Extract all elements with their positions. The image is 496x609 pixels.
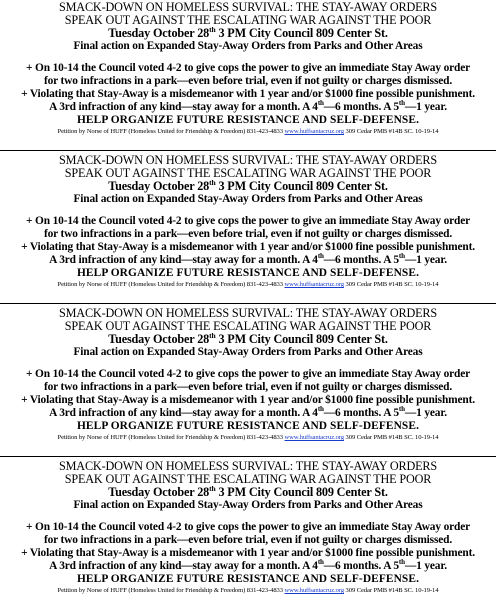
penalty-line — [0, 558, 496, 572]
credit-line — [0, 588, 496, 595]
penalty-text-2: —6 months. A 5 — [323, 407, 399, 419]
date-text: Tuesday October 28 — [108, 26, 210, 40]
date-location: 3 PM City Council 809 Center St. — [215, 26, 388, 40]
bullet-2-line-a: + Violating that Stay-Away is a misdemeanor with 1 year and/or $1000 fine possible punishment. — [21, 394, 475, 406]
final-action-line: Final action on Expanded Stay-Away Orders from Parks and Other Areas — [73, 40, 423, 52]
bullet-1-line-a: + On 10-14 the Council voted 4-2 to give cops the power to give an immediate Stay Away order — [25, 215, 471, 227]
penalty-line — [0, 252, 496, 266]
flyer-title-line-2: SPEAK OUT AGAINST THE ESCALATING WAR AGAINST THE POOR — [64, 166, 432, 180]
final-action-line: Final action on Expanded Stay-Away Orders from Parks and Other Areas — [73, 346, 423, 358]
penalty-suffix-1: th — [317, 99, 324, 108]
date-text: Tuesday October 28 — [108, 179, 210, 193]
penalty-line — [0, 405, 496, 419]
organize-line: HELP ORGANIZE FUTURE RESISTANCE AND SELF-DEFENSE. — [76, 114, 420, 126]
flyer-date-line — [0, 177, 496, 193]
bullet-1-line-b: for two infractions in a park—even before trial, even if not guilty or charges dismissed. — [43, 75, 453, 87]
organize-line: HELP ORGANIZE FUTURE RESISTANCE AND SELF-DEFENSE. — [76, 267, 420, 279]
penalty-text-3: —1 year. — [404, 101, 447, 113]
credit-line — [0, 129, 496, 136]
penalty-suffix-1: th — [317, 558, 324, 567]
penalty-suffix-2: th — [398, 99, 405, 108]
flyer-4 — [0, 459, 496, 609]
penalty-text-2: —6 months. A 5 — [323, 560, 399, 572]
bullet-2-line-a: + Violating that Stay-Away is a misdemeanor with 1 year and/or $1000 fine possible punishment. — [21, 241, 475, 253]
penalty-suffix-2: th — [398, 252, 405, 261]
credit-line — [0, 435, 496, 442]
bullet-1-line-b: for two infractions in a park—even before trial, even if not guilty or charges dismissed. — [43, 381, 453, 393]
credit-text: Petition by Norse of HUFF (Homeless United for Friendship & Freedom) 831-423-4833 — [57, 128, 285, 135]
date-suffix: th — [209, 177, 216, 187]
flyer-1 — [0, 0, 496, 150]
date-suffix: th — [209, 330, 216, 340]
penalty-text-3: —1 year. — [404, 407, 447, 419]
date-location: 3 PM City Council 809 Center St. — [215, 179, 388, 193]
credit-address: 309 Cedar PMB #14B SC. 10-19-14 — [344, 281, 439, 288]
flyer-title-line-2: SPEAK OUT AGAINST THE ESCALATING WAR AGAINST THE POOR — [64, 13, 432, 27]
flyer-date-line — [0, 483, 496, 499]
penalty-suffix-2: th — [398, 558, 405, 567]
date-suffix: th — [209, 483, 216, 493]
flyer-date-line — [0, 330, 496, 346]
credit-address: 309 Cedar PMB #14B SC. 10-19-14 — [344, 434, 439, 441]
date-location: 3 PM City Council 809 Center St. — [215, 332, 388, 346]
organize-line: HELP ORGANIZE FUTURE RESISTANCE AND SELF-DEFENSE. — [76, 420, 420, 432]
penalty-text-1: A 3rd infraction of any kind—stay away for a month. A 4 — [49, 101, 318, 113]
final-action-line: Final action on Expanded Stay-Away Orders from Parks and Other Areas — [73, 193, 423, 205]
penalty-suffix-1: th — [317, 405, 324, 414]
bullet-1-line-a: + On 10-14 the Council voted 4-2 to give cops the power to give an immediate Stay Away order — [25, 368, 471, 380]
credit-text: Petition by Norse of HUFF (Homeless United for Friendship & Freedom) 831-423-4833 — [57, 434, 285, 441]
penalty-text-3: —1 year. — [404, 254, 447, 266]
cut-divider — [0, 303, 496, 304]
penalty-suffix-1: th — [317, 252, 324, 261]
date-text: Tuesday October 28 — [108, 485, 210, 499]
website-link[interactable]: www.huffsantacruz.org — [284, 587, 344, 594]
final-action-line: Final action on Expanded Stay-Away Orders from Parks and Other Areas — [73, 499, 423, 511]
bullet-1-line-a: + On 10-14 the Council voted 4-2 to give cops the power to give an immediate Stay Away order — [25, 62, 471, 74]
cut-divider — [0, 150, 496, 151]
bullet-1-line-a: + On 10-14 the Council voted 4-2 to give cops the power to give an immediate Stay Away order — [25, 521, 471, 533]
website-link[interactable]: www.huffsantacruz.org — [284, 434, 344, 441]
bullet-2-line-a: + Violating that Stay-Away is a misdemeanor with 1 year and/or $1000 fine possible punishment. — [21, 547, 475, 559]
flyer-title-line-2: SPEAK OUT AGAINST THE ESCALATING WAR AGAINST THE POOR — [64, 472, 432, 486]
credit-address: 309 Cedar PMB #14B SC. 10-19-14 — [344, 128, 439, 135]
organize-line: HELP ORGANIZE FUTURE RESISTANCE AND SELF-DEFENSE. — [76, 573, 420, 585]
bullet-1-line-b: for two infractions in a park—even before trial, even if not guilty or charges dismissed. — [43, 228, 453, 240]
credit-line — [0, 282, 496, 289]
website-link[interactable]: www.huffsantacruz.org — [284, 128, 344, 135]
credit-text: Petition by Norse of HUFF (Homeless United for Friendship & Freedom) 831-423-4833 — [57, 587, 285, 594]
flyer-title-line-1: SMACK-DOWN ON HOMELESS SURVIVAL: THE STAY-AWAY ORDERS — [58, 306, 438, 320]
flyer-title-line-2: SPEAK OUT AGAINST THE ESCALATING WAR AGAINST THE POOR — [64, 319, 432, 333]
website-link[interactable]: www.huffsantacruz.org — [284, 281, 344, 288]
flyer-3 — [0, 306, 496, 456]
credit-address: 309 Cedar PMB #14B SC. 10-19-14 — [344, 587, 439, 594]
bullet-2-line-a: + Violating that Stay-Away is a misdemeanor with 1 year and/or $1000 fine possible punishment. — [21, 88, 475, 100]
penalty-text-2: —6 months. A 5 — [323, 254, 399, 266]
flyer-title-line-1: SMACK-DOWN ON HOMELESS SURVIVAL: THE STAY-AWAY ORDERS — [58, 0, 438, 14]
flyer-date-line — [0, 24, 496, 40]
penalty-text-3: —1 year. — [404, 560, 447, 572]
penalty-suffix-2: th — [398, 405, 405, 414]
date-suffix: th — [209, 24, 216, 34]
penalty-line — [0, 99, 496, 113]
flyer-2 — [0, 153, 496, 303]
flyer-title-line-1: SMACK-DOWN ON HOMELESS SURVIVAL: THE STAY-AWAY ORDERS — [58, 459, 438, 473]
credit-text: Petition by Norse of HUFF (Homeless United for Friendship & Freedom) 831-423-4833 — [57, 281, 285, 288]
flyer-title-line-1: SMACK-DOWN ON HOMELESS SURVIVAL: THE STAY-AWAY ORDERS — [58, 153, 438, 167]
penalty-text-2: —6 months. A 5 — [323, 101, 399, 113]
penalty-text-1: A 3rd infraction of any kind—stay away for a month. A 4 — [49, 560, 318, 572]
penalty-text-1: A 3rd infraction of any kind—stay away for a month. A 4 — [49, 254, 318, 266]
penalty-text-1: A 3rd infraction of any kind—stay away for a month. A 4 — [49, 407, 318, 419]
date-location: 3 PM City Council 809 Center St. — [215, 485, 388, 499]
date-text: Tuesday October 28 — [108, 332, 210, 346]
bullet-1-line-b: for two infractions in a park—even before trial, even if not guilty or charges dismissed. — [43, 534, 453, 546]
cut-divider — [0, 456, 496, 457]
